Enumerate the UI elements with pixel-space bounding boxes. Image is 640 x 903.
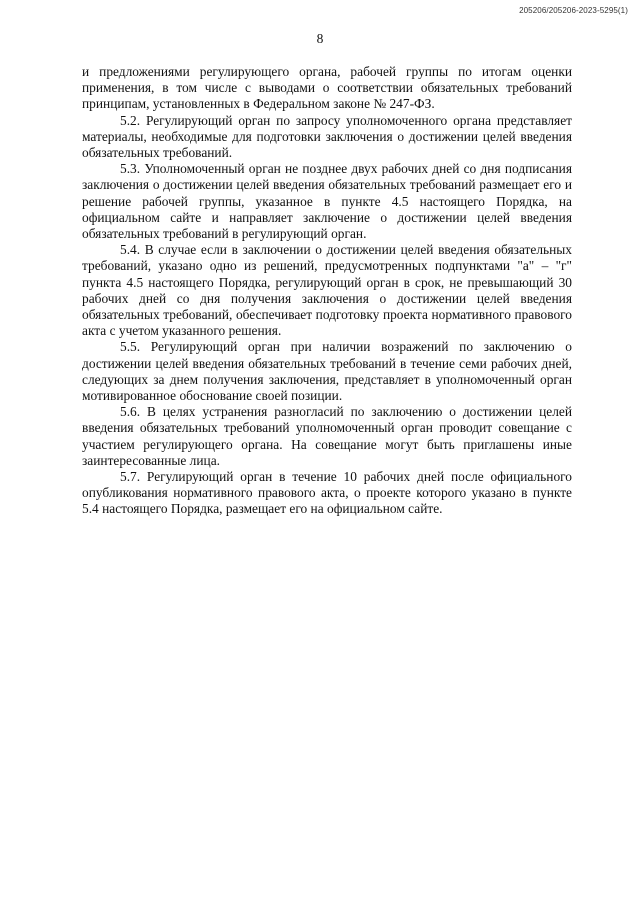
paragraph-5-6: 5.6. В целях устранения разногласий по заключению о достижении целей введения обязательных требований уполномоченный орган проводит совещание с участием регулирующего органа. На совещание могут быть приглашены иные заинтересованные лица.	[82, 404, 572, 468]
page-number: 8	[316, 31, 324, 46]
body-text	[82, 64, 572, 518]
paragraph-5-2: 5.2. Регулирующий орган по запросу уполномоченного органа представляет материалы, необходимые для подготовки заключения о достижении целей введения обязательных требований.	[82, 112, 572, 161]
paragraph-5-5: 5.5. Регулирующий орган при наличии возражений по заключению о достижении целей введения обязательных требований в течение семи рабочих дней, следующих за днем получения заключения, представляет в уполномоченный орган мотивированное обоснование своей позиции.	[82, 339, 572, 404]
paragraph-continuation: и предложениями регулирующего органа, рабочей группы по итогам оценки применения, в том числе с выводами о соответствии обязательных требований принципам, установленных в Федеральном законе № 247-ФЗ.	[82, 64, 572, 112]
paragraph-5-7: 5.7. Регулирующий орган в течение 10 рабочих дней после официального опубликования нормативного правового акта, о проекте которого указано в пункте 5.4 настоящего Порядка, размещает его на официальном сайте.	[82, 469, 572, 517]
paragraph-5-4: 5.4. В случае если в заключении о достижении целей введения обязательных требований, указано одно из решений, предусмотренных подпунктами "а" – "г" пункта 4.5 настоящего Порядка, регулирующий орган в срок, не превышающий 30 рабочих дней со дня получения заключения о достижении целей введения обязательных требований, обеспечивает подготовку проекта нормативного правового акта с учетом указанного решения.	[82, 242, 572, 339]
paragraph-5-3: 5.3. Уполномоченный орган не позднее двух рабочих дней со дня подписания заключения о достижении целей введения обязательных требований размещает его и решение рабочей группы, указанное в пункте 4.5 настоящего Порядка, на официальном сайте и направляет заключение о достижении целей введения обязательных требований в регулирующий орган.	[82, 161, 572, 242]
document-id-stamp: 205206/205206-2023-5295(1)	[519, 6, 628, 15]
